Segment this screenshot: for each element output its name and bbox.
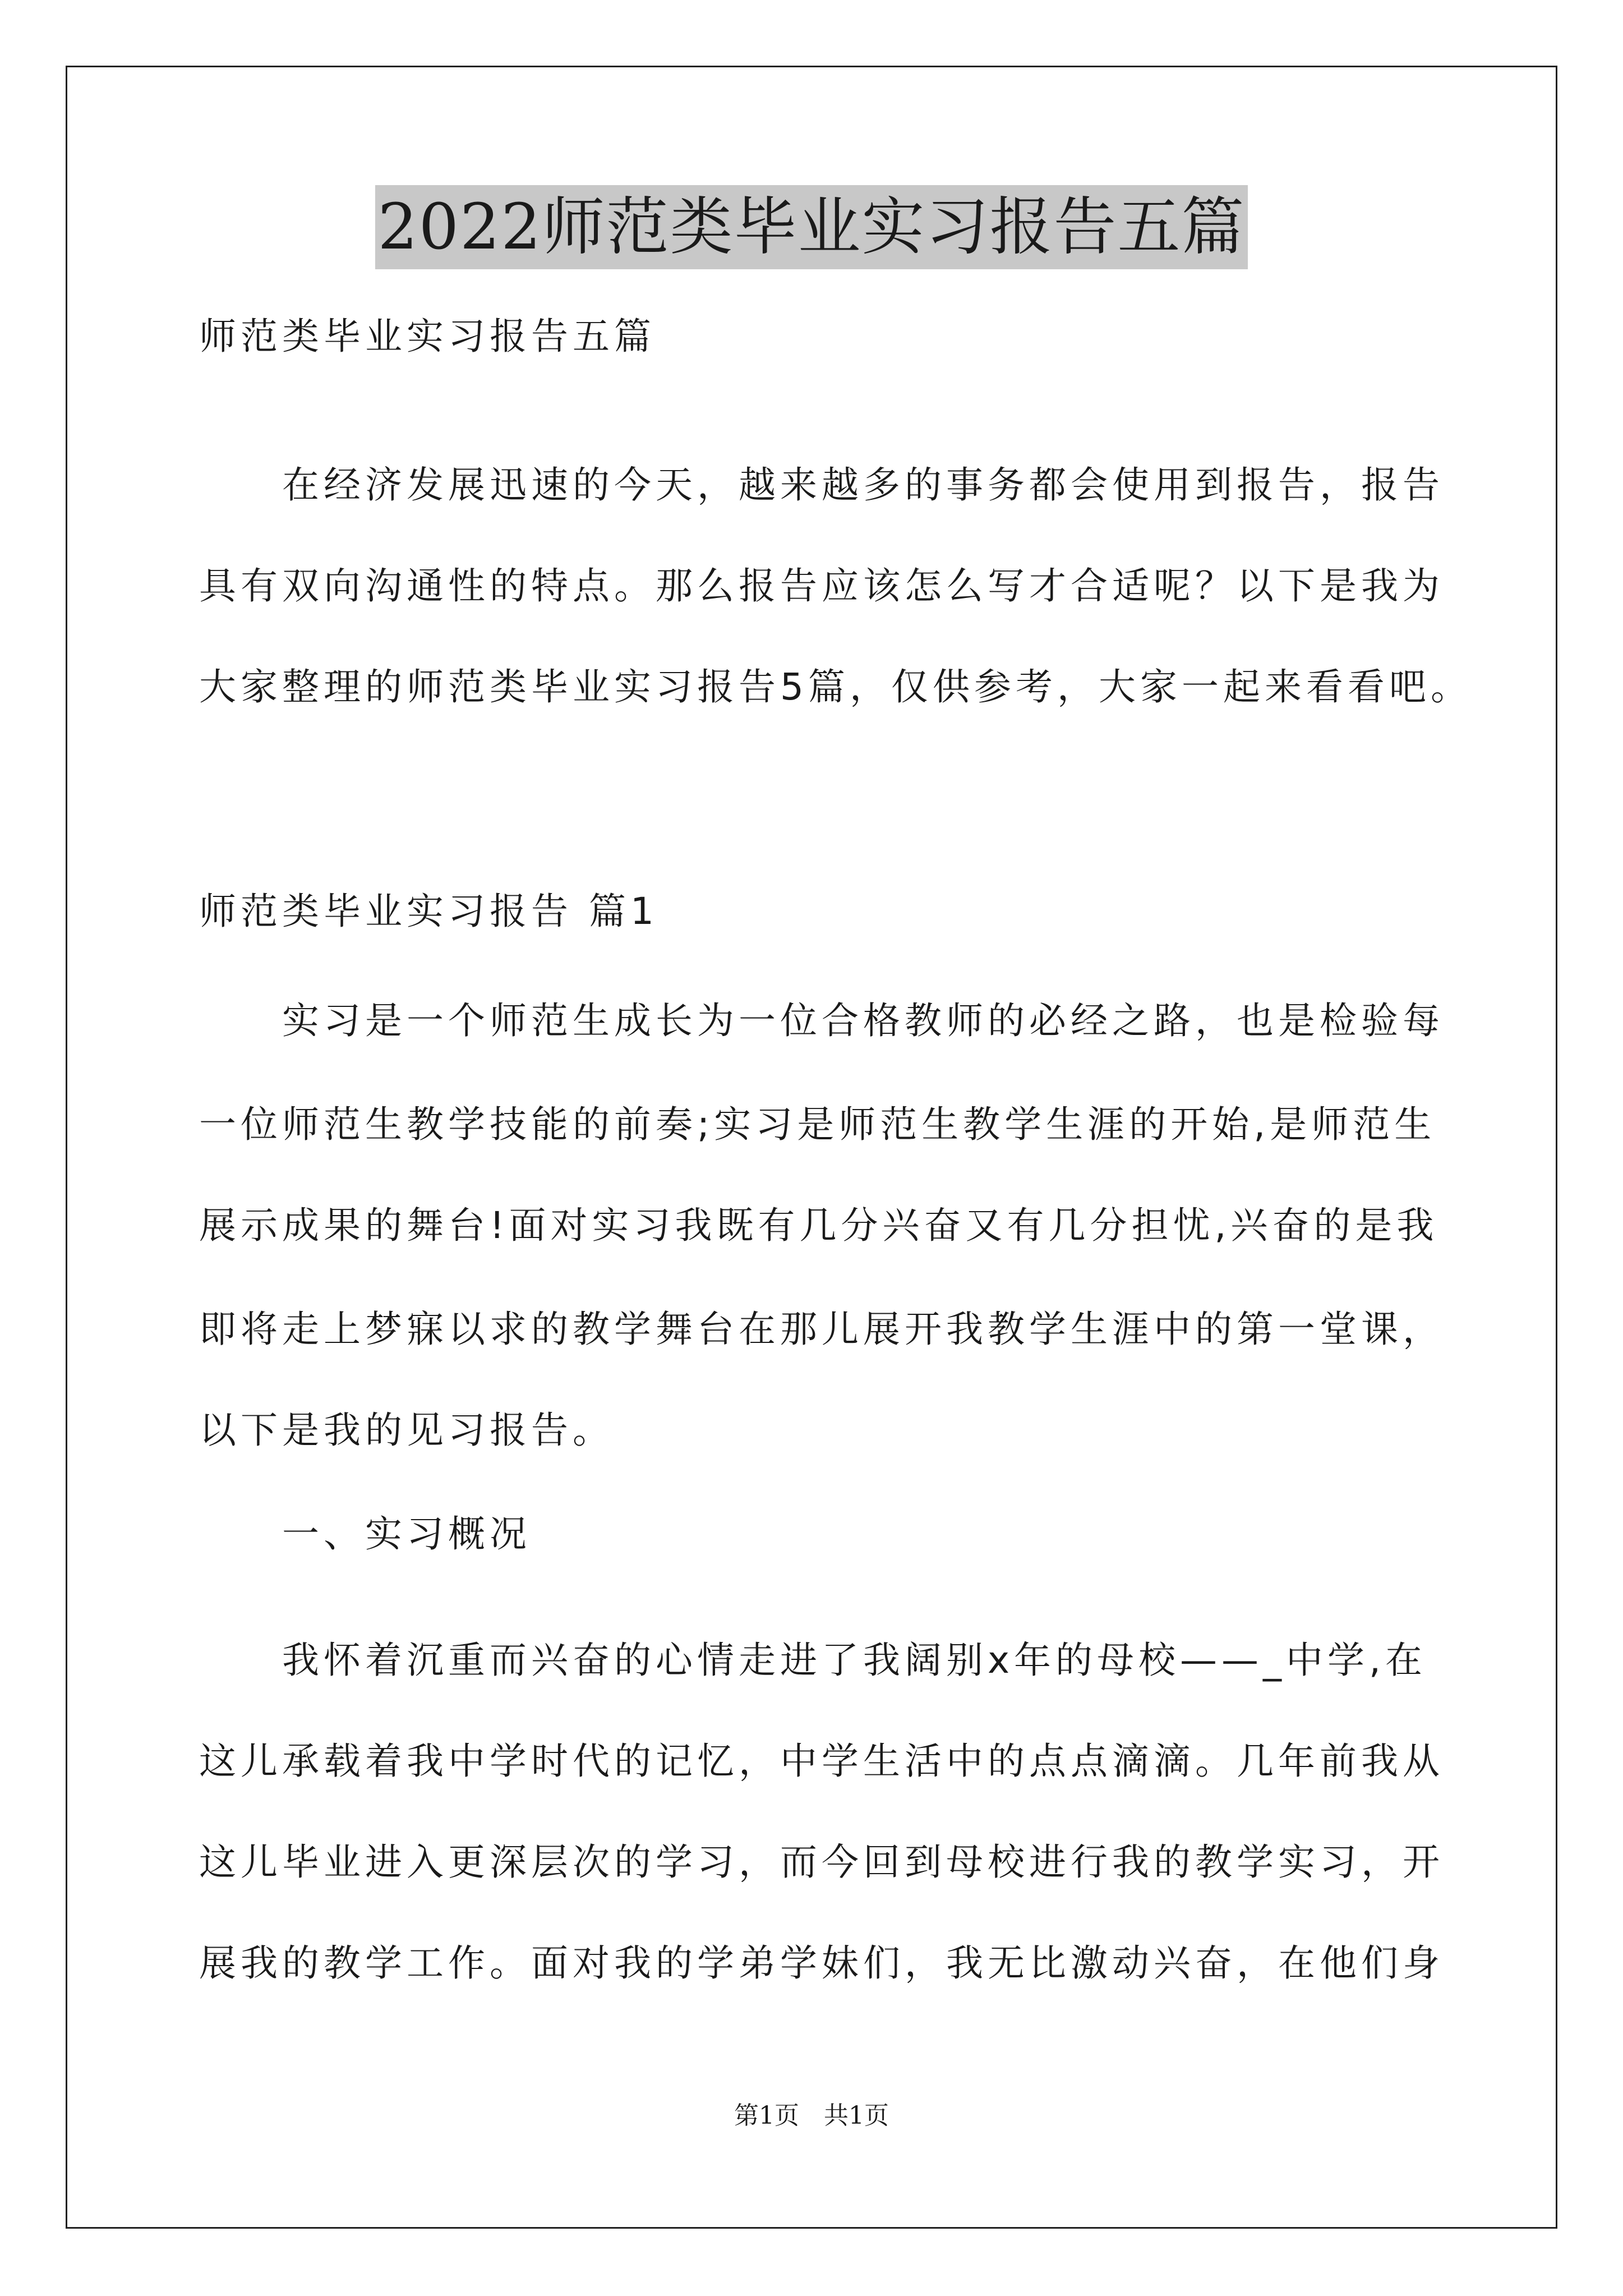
section-heading: 师范类毕业实习报告 篇1 [199,890,658,933]
overview-line-2: 这儿承载着我中学时代的记忆，中学生活中的点点滴滴。几年前我从 [199,1740,1444,1783]
section-line-2: 一位师范生教学技能的前奏;实习是师范生教学生涯的开始,是师范生 [199,1103,1436,1146]
overview-line-4: 展我的教学工作。面对我的学弟学妹们，我无比激动兴奋，在他们身 [199,1941,1444,1985]
overview-line-3: 这儿毕业进入更深层次的学习，而今回到母校进行我的教学实习，开 [199,1841,1444,1884]
document-title: 2022师范类毕业实习报告五篇 [375,185,1247,269]
page-footer: 第1页 共1页 [734,2101,889,2130]
subtitle: 师范类毕业实习报告五篇 [199,315,656,358]
section-line-4: 即将走上梦寐以求的教学舞台在那儿展开我教学生涯中的第一堂课， [199,1308,1444,1351]
title-container [0,185,1623,269]
section-line-1: 实习是一个师范生成长为一位合格教师的必经之路，也是检验每 [282,999,1444,1042]
section-line-5: 以下是我的见习报告。 [199,1409,614,1452]
overview-line-1: 我怀着沉重而兴奋的心情走进了我阔别x年的母校——_中学,在 [282,1639,1427,1682]
sub-heading: 一、实习概况 [282,1512,531,1556]
intro-line-1: 在经济发展迅速的今天，越来越多的事务都会使用到报告，报告 [282,463,1444,507]
section-line-3: 展示成果的舞台!面对实习我既有几分兴奋又有几分担忧,兴奋的是我 [199,1204,1438,1247]
intro-line-2: 具有双向沟通性的特点。那么报告应该怎么写才合适呢？以下是我为 [199,564,1444,608]
intro-line-3: 大家整理的师范类毕业实习报告5篇，仅供参考，大家一起来看看吧。 [199,665,1472,708]
